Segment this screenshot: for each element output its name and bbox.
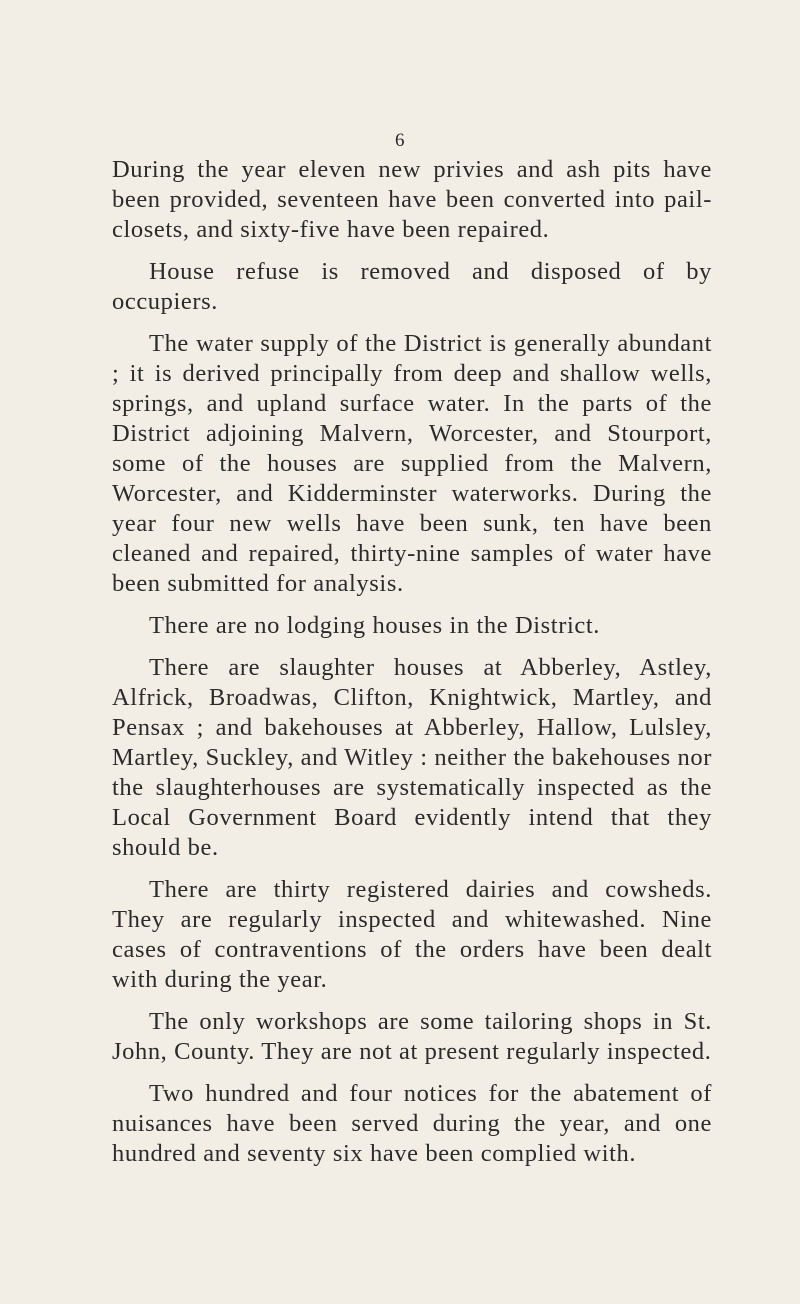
page-number: 6 bbox=[395, 130, 405, 151]
paragraph-water-supply: The water supply of the District is generally abundant ; it is derived principally from deep and shallow wells, springs, and upland surface water. In the parts of the District adjoining Malvern, Worcester, and Stourport, some of the houses are supplied from the Malvern, Worcester, and Kidderminster waterworks. During the year four new wells have been sunk, ten have been cleaned and repaired, thirty-nine samples of water have been submitted for analysis. bbox=[112, 330, 712, 597]
paragraph-house-refuse: House refuse is removed and disposed of by occupiers. bbox=[112, 258, 712, 315]
paragraph-slaughter-houses: There are slaughter houses at Abberley, Astley, Alfrick, Broadwas, Clifton, Knightwick, Martley, and Pensax ; and bakehouses at Abberley, Hallow, Lulsley, Martley, Suckley, and Witley : neither the bakehouses nor the slaughterhouses are systematically inspected as the Local Government Board evidently intend that they should be. bbox=[112, 654, 712, 861]
body-text bbox=[112, 155, 712, 1181]
paragraph-workshops: The only workshops are some tailoring shops in St. John, County. They are not at present regularly inspected. bbox=[112, 1008, 712, 1065]
paragraph-lodging-houses: There are no lodging houses in the District. bbox=[149, 612, 600, 639]
paragraph-dairies: There are thirty registered dairies and cowsheds. They are regularly inspected and whitewashed. Nine cases of contraventions of the orders have been dealt with during the year. bbox=[112, 876, 712, 993]
paragraph-privies: During the year eleven new privies and ash pits have been provided, seventeen have been converted into pail-closets, and sixty-five have been repaired. bbox=[112, 156, 712, 243]
paragraph-nuisances: Two hundred and four notices for the abatement of nuisances have been served during the year, and one hundred and seventy six have been complied with. bbox=[112, 1080, 712, 1167]
